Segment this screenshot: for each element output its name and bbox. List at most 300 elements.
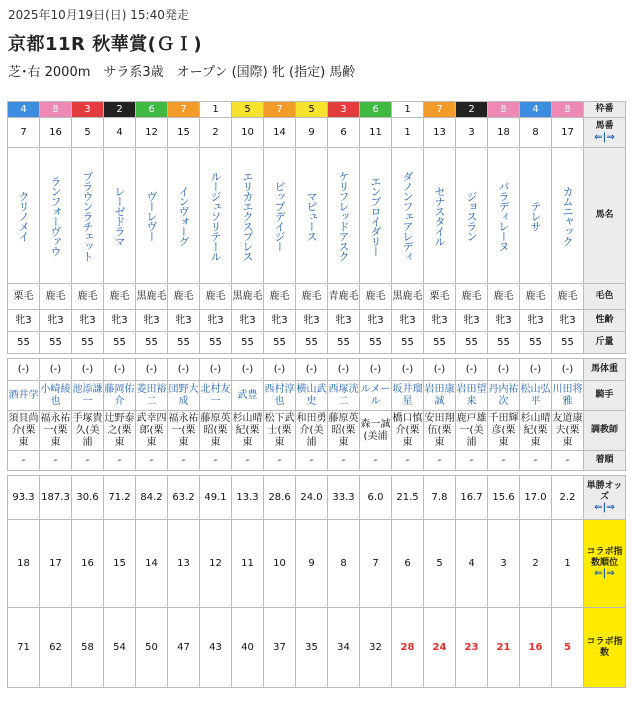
coat-cell-text: 鹿毛 xyxy=(173,290,194,302)
weight-cell xyxy=(424,332,456,354)
collab-score-cell xyxy=(232,608,264,688)
bodyweight-cell-text: (-) xyxy=(81,363,94,375)
horse-name[interactable] xyxy=(296,148,328,284)
collab-rank-cell-text: 14 xyxy=(145,557,158,569)
horse-name-text[interactable]: カムニャック xyxy=(561,185,574,246)
coat-cell xyxy=(552,284,584,310)
finish-header xyxy=(584,451,626,471)
finish-cell-text: - xyxy=(533,454,538,466)
umaban-cell-text: 3 xyxy=(468,126,475,138)
coat-header xyxy=(584,284,626,310)
sexage-cell xyxy=(552,310,584,332)
collab-rank-cell xyxy=(8,520,40,608)
horse-name[interactable] xyxy=(328,148,360,284)
weight-cell-text: 55 xyxy=(337,336,350,348)
waku-cell xyxy=(104,102,136,118)
waku-cell-text: 4 xyxy=(20,103,27,115)
horse-name[interactable] xyxy=(104,148,136,284)
sort-toggle[interactable]: ⇐|⇒ xyxy=(594,568,615,580)
horse-name[interactable] xyxy=(520,148,552,284)
waku-cell-text: 1 xyxy=(404,103,411,115)
finish-cell xyxy=(40,451,72,471)
coat-cell-text: 鹿毛 xyxy=(365,290,386,302)
jockey-link-text[interactable]: 坂井瑠星 xyxy=(392,383,423,407)
umaban-cell xyxy=(168,118,200,148)
odds-cell-text: 17.0 xyxy=(524,491,547,503)
jockey-link[interactable] xyxy=(72,381,104,411)
coat-cell xyxy=(360,284,392,310)
weight-cell xyxy=(168,332,200,354)
collab-rank-cell-text: 17 xyxy=(49,557,62,569)
row-label: 性齢 xyxy=(595,315,614,326)
jockey-link-text[interactable]: 丹内祐次 xyxy=(488,383,519,407)
umaban-cell-text: 7 xyxy=(20,126,27,138)
odds-cell xyxy=(232,476,264,520)
jockey-link-text[interactable]: ルメール xyxy=(360,383,391,407)
collab-rank-cell xyxy=(136,520,168,608)
odds-cell-text: 33.3 xyxy=(332,491,355,503)
finish-cell xyxy=(296,451,328,471)
bodyweight-cell-text: (-) xyxy=(273,363,286,375)
weight-cell-text: 55 xyxy=(81,336,94,348)
waku-header xyxy=(584,102,626,118)
umaban-cell xyxy=(392,118,424,148)
umaban-cell xyxy=(360,118,392,148)
finish-cell xyxy=(200,451,232,471)
row-label: 馬番 xyxy=(595,121,614,132)
race-datetime: 2025年10月19日(日) 15:40発走 xyxy=(8,8,189,22)
waku-cell-text: 3 xyxy=(340,103,347,115)
horse-name[interactable] xyxy=(264,148,296,284)
collab-score-cell-text: 23 xyxy=(464,641,479,653)
waku-cell xyxy=(520,102,552,118)
waku-cell xyxy=(136,102,168,118)
odds-header xyxy=(584,476,626,520)
trainer-cell xyxy=(520,411,552,451)
collab-rank-cell xyxy=(360,520,392,608)
jockey-link[interactable] xyxy=(40,381,72,411)
jockey-link[interactable] xyxy=(232,381,264,411)
weight-cell-text: 55 xyxy=(369,336,382,348)
jockey-link[interactable] xyxy=(360,381,392,411)
waku-cell xyxy=(8,102,40,118)
trainer-cell xyxy=(104,411,136,451)
collab-score-cell-text: 62 xyxy=(49,641,62,653)
collab-score-cell-text: 34 xyxy=(337,641,350,653)
collab-rank-cell-text: 18 xyxy=(17,557,30,569)
sexage-cell-text: 牝3 xyxy=(239,314,256,326)
collab-score-cell xyxy=(328,608,360,688)
horse-name-text[interactable]: パラディレーヌ xyxy=(497,180,510,251)
waku-cell xyxy=(488,102,520,118)
finish-cell-text: - xyxy=(277,454,282,466)
trainer-cell-text: 杉山晴紀(栗東 xyxy=(520,412,551,448)
waku-cell-text: 4 xyxy=(532,103,539,115)
horse-name[interactable] xyxy=(392,148,424,284)
umaban-cell-text: 2 xyxy=(212,126,219,138)
race-title: 京都11R 秋華賞(ＧＩ) xyxy=(8,34,203,55)
collab-rank-cell-text: 7 xyxy=(372,557,379,569)
odds-cell-text: 2.2 xyxy=(559,491,576,503)
finish-cell-text: - xyxy=(117,454,122,466)
horse-name-text[interactable]: セナスタイル xyxy=(433,185,446,246)
jockey-link[interactable] xyxy=(8,381,40,411)
horse-name[interactable] xyxy=(168,148,200,284)
horse-name[interactable] xyxy=(456,148,488,284)
trainer-cell xyxy=(72,411,104,451)
jockey-link-text[interactable]: 菱田裕二 xyxy=(136,383,167,407)
weight-cell-text: 55 xyxy=(273,336,286,348)
jockey-link[interactable] xyxy=(552,381,584,411)
trainer-cell-text: 森一誠(美浦 xyxy=(360,418,391,442)
odds-cell-text: 7.8 xyxy=(431,491,448,503)
bodyweight-cell-text: (-) xyxy=(113,363,126,375)
collab-score-cell xyxy=(168,608,200,688)
row-label: 単勝オッズ xyxy=(586,480,623,502)
odds-cell-text: 187.3 xyxy=(41,491,70,503)
trainer-cell-text: 福永祐一(栗東 xyxy=(40,412,71,448)
horse-name[interactable] xyxy=(72,148,104,284)
row-label: 騎手 xyxy=(595,390,614,401)
jockey-link[interactable] xyxy=(264,381,296,411)
weight-cell xyxy=(328,332,360,354)
jockey-link-text[interactable]: 酒井学 xyxy=(8,389,39,401)
sexage-cell-text: 牝3 xyxy=(271,314,288,326)
sexage-cell-text: 牝3 xyxy=(207,314,224,326)
horse-name[interactable] xyxy=(40,148,72,284)
trainer-cell-text: 手塚貴久(美浦 xyxy=(72,412,103,448)
bodyweight-cell xyxy=(72,359,104,381)
horse-name-text[interactable]: エンブロイダリー xyxy=(369,175,382,256)
collab-score-cell-text: 37 xyxy=(273,641,286,653)
jockey-link-text[interactable]: 松山弘平 xyxy=(520,383,551,407)
collab-score-cell-text: 50 xyxy=(145,641,158,653)
jockey-link[interactable] xyxy=(456,381,488,411)
sort-toggle[interactable]: ⇐|⇒ xyxy=(594,502,615,514)
collab-score-cell-text: 35 xyxy=(305,641,318,653)
jockey-link-text[interactable]: 川田将雅 xyxy=(552,383,583,407)
collab-score-cell-text: 16 xyxy=(528,641,543,653)
sexage-cell-text: 牝3 xyxy=(111,314,128,326)
horse-name-text[interactable]: ケリフレッドアスク xyxy=(337,170,350,261)
trainer-cell xyxy=(456,411,488,451)
sexage-cell xyxy=(296,310,328,332)
weight-cell xyxy=(200,332,232,354)
sexage-cell xyxy=(488,310,520,332)
waku-cell xyxy=(296,102,328,118)
horse-name-text[interactable]: ジョスラン xyxy=(465,190,478,241)
sexage-cell xyxy=(104,310,136,332)
jockey-link-text[interactable]: 池添謙一 xyxy=(72,383,103,407)
odds-cell xyxy=(424,476,456,520)
odds-cell-text: 21.5 xyxy=(396,491,419,503)
coat-cell xyxy=(456,284,488,310)
bodyweight-cell xyxy=(520,359,552,381)
odds-cell-text: 6.0 xyxy=(367,491,384,503)
odds-cell xyxy=(488,476,520,520)
weight-cell-text: 55 xyxy=(209,336,222,348)
umaban-cell-text: 6 xyxy=(340,126,347,138)
coat-cell xyxy=(40,284,72,310)
odds-cell xyxy=(200,476,232,520)
horse-name-text[interactable]: テレサ xyxy=(529,200,542,231)
trainer-cell-text: 福永祐一(栗東 xyxy=(168,412,199,448)
odds-cell xyxy=(8,476,40,520)
jockey-link[interactable] xyxy=(488,381,520,411)
collab-rank-cell xyxy=(456,520,488,608)
jockey-link[interactable] xyxy=(168,381,200,411)
trainer-cell-text: 杉山晴紀(栗東 xyxy=(232,412,263,448)
sexage-cell xyxy=(456,310,488,332)
collab-score-cell-text: 54 xyxy=(113,641,126,653)
odds-cell xyxy=(328,476,360,520)
row-label: 斤量 xyxy=(595,337,614,348)
horse-name-text[interactable]: クリノメイ xyxy=(17,190,30,241)
collab-rank-cell-text: 4 xyxy=(468,557,475,569)
odds-cell xyxy=(552,476,584,520)
collab-score-header xyxy=(584,608,626,688)
collab-rank-cell xyxy=(72,520,104,608)
horse-name[interactable] xyxy=(200,148,232,284)
sexage-cell xyxy=(72,310,104,332)
finish-cell-text: - xyxy=(373,454,378,466)
row-label: コラボ指数 xyxy=(586,636,623,658)
collab-rank-cell-text: 3 xyxy=(500,557,507,569)
bodyweight-cell xyxy=(264,359,296,381)
odds-cell xyxy=(136,476,168,520)
sexage-cell-text: 牝3 xyxy=(335,314,352,326)
coat-cell xyxy=(104,284,136,310)
collab-rank-cell-text: 10 xyxy=(273,557,286,569)
waku-cell-text: 5 xyxy=(308,103,315,115)
jockey-link[interactable] xyxy=(136,381,168,411)
collab-rank-cell xyxy=(392,520,424,608)
collab-score-cell xyxy=(456,608,488,688)
collab-score-cell-text: 32 xyxy=(369,641,382,653)
odds-cell-text: 24.0 xyxy=(300,491,323,503)
trainer-cell xyxy=(328,411,360,451)
odds-cell xyxy=(296,476,328,520)
coat-cell-text: 鹿毛 xyxy=(45,290,66,302)
sexage-cell-text: 牝3 xyxy=(431,314,448,326)
odds-cell-text: 13.3 xyxy=(236,491,259,503)
odds-cell-text: 15.6 xyxy=(492,491,515,503)
finish-cell xyxy=(520,451,552,471)
waku-cell xyxy=(168,102,200,118)
horse-name-text[interactable]: マピュース xyxy=(305,190,318,241)
weight-header xyxy=(584,332,626,354)
sexage-cell xyxy=(424,310,456,332)
jockey-link[interactable] xyxy=(424,381,456,411)
odds-cell-text: 30.6 xyxy=(76,491,99,503)
horse-name-text[interactable]: ランフォーヴァウ xyxy=(49,175,62,256)
weight-cell xyxy=(456,332,488,354)
horse-name[interactable] xyxy=(552,148,584,284)
horse-name-text[interactable]: エリカエクスプレス xyxy=(241,170,254,261)
horse-name[interactable] xyxy=(8,148,40,284)
bodyweight-cell-text: (-) xyxy=(497,363,510,375)
jockey-link[interactable] xyxy=(104,381,136,411)
horse-name-text[interactable]: ヴーレヴー xyxy=(145,190,158,241)
odds-cell xyxy=(264,476,296,520)
weight-cell-text: 55 xyxy=(113,336,126,348)
weight-cell xyxy=(72,332,104,354)
coat-cell-text: 鹿毛 xyxy=(301,290,322,302)
jockey-link-text[interactable]: 西塚洸二 xyxy=(328,383,359,407)
umaban-cell-text: 18 xyxy=(497,126,510,138)
collab-rank-cell xyxy=(328,520,360,608)
row-label: 着順 xyxy=(595,455,614,466)
trainer-cell xyxy=(552,411,584,451)
umaban-header xyxy=(584,118,626,148)
trainer-cell-text: 安田翔伍(栗東 xyxy=(424,412,455,448)
coat-cell xyxy=(72,284,104,310)
weight-cell-text: 55 xyxy=(465,336,478,348)
umaban-cell-text: 14 xyxy=(273,126,286,138)
bodyweight-cell xyxy=(40,359,72,381)
coat-cell-text: 鹿毛 xyxy=(557,290,578,302)
umaban-cell xyxy=(72,118,104,148)
collab-rank-cell xyxy=(232,520,264,608)
coat-cell-text: 鹿毛 xyxy=(109,290,130,302)
collab-rank-cell-text: 6 xyxy=(404,557,411,569)
bodyweight-cell-text: (-) xyxy=(145,363,158,375)
jockey-link-text[interactable]: 団野大成 xyxy=(168,383,199,407)
coat-cell xyxy=(136,284,168,310)
collab-score-cell xyxy=(264,608,296,688)
sexage-cell xyxy=(264,310,296,332)
umaban-cell-text: 4 xyxy=(116,126,123,138)
jockey-link-text[interactable]: 北村友一 xyxy=(200,383,231,407)
weight-cell xyxy=(360,332,392,354)
bodyweight-cell xyxy=(552,359,584,381)
race-conditions: 芝･右 2000m サラ系3歳 オープン (国際) 牝 (指定) 馬齢 xyxy=(8,65,356,80)
jockey-link[interactable] xyxy=(520,381,552,411)
collab-score-cell-text: 24 xyxy=(432,641,447,653)
horse-name[interactable] xyxy=(232,148,264,284)
weight-cell xyxy=(104,332,136,354)
odds-cell xyxy=(392,476,424,520)
horse-name-text[interactable]: レーゼドラマ xyxy=(113,185,126,246)
horse-name-text[interactable]: ブラウンラチェット xyxy=(81,170,94,261)
collab-rank-cell-text: 8 xyxy=(340,557,347,569)
coat-cell-text: 黒鹿毛 xyxy=(232,290,263,302)
umaban-cell xyxy=(296,118,328,148)
trainer-cell xyxy=(360,411,392,451)
horse-name[interactable] xyxy=(424,148,456,284)
sexage-cell xyxy=(360,310,392,332)
jockey-link[interactable] xyxy=(296,381,328,411)
sexage-cell-text: 牝3 xyxy=(527,314,544,326)
entry-table xyxy=(7,101,626,688)
collab-score-cell xyxy=(520,608,552,688)
coat-cell-text: 鹿毛 xyxy=(525,290,546,302)
trainer-cell xyxy=(392,411,424,451)
coat-cell xyxy=(8,284,40,310)
weight-cell xyxy=(488,332,520,354)
trainer-cell-text: 藤原英昭(栗東 xyxy=(328,412,359,448)
coat-cell xyxy=(168,284,200,310)
trainer-cell-text: 辻野泰之(栗東 xyxy=(104,412,135,448)
weight-cell-text: 55 xyxy=(177,336,190,348)
waku-cell xyxy=(360,102,392,118)
horse-name[interactable] xyxy=(136,148,168,284)
jockey-link[interactable] xyxy=(392,381,424,411)
trainer-cell xyxy=(168,411,200,451)
horse-name-text[interactable]: ルージュソリテール xyxy=(209,170,222,261)
trainer-cell xyxy=(8,411,40,451)
bodyweight-cell-text: (-) xyxy=(369,363,382,375)
waku-cell xyxy=(232,102,264,118)
finish-cell-text: - xyxy=(341,454,346,466)
jockey-link[interactable] xyxy=(328,381,360,411)
jockey-link-text[interactable]: 岩田康誠 xyxy=(424,383,455,407)
coat-cell-text: 青鹿毛 xyxy=(328,290,359,302)
collab-rank-header xyxy=(584,520,626,608)
collab-rank-cell xyxy=(520,520,552,608)
sexage-cell xyxy=(328,310,360,332)
waku-cell-text: 7 xyxy=(436,103,443,115)
horse-name-text[interactable]: インヴォーグ xyxy=(177,185,190,246)
weight-cell xyxy=(296,332,328,354)
coat-cell xyxy=(232,284,264,310)
trainer-cell-text: 松下武士(栗東 xyxy=(264,412,295,448)
waku-cell-text: 7 xyxy=(180,103,187,115)
sort-toggle[interactable]: ⇐|⇒ xyxy=(594,131,615,143)
umaban-cell xyxy=(264,118,296,148)
bodyweight-cell-text: (-) xyxy=(337,363,350,375)
horse-name-text[interactable]: ビップデイジー xyxy=(273,180,286,251)
jockey-link-text[interactable]: 小崎綾也 xyxy=(40,383,71,407)
finish-cell xyxy=(136,451,168,471)
waku-cell-text: 8 xyxy=(52,103,59,115)
horse-name[interactable] xyxy=(488,148,520,284)
finish-cell xyxy=(424,451,456,471)
odds-cell-text: 71.2 xyxy=(108,491,131,503)
jockey-link[interactable] xyxy=(200,381,232,411)
sexage-cell-text: 牝3 xyxy=(15,314,32,326)
coat-cell xyxy=(520,284,552,310)
finish-cell xyxy=(456,451,488,471)
horse-name-text[interactable]: ダノンフェアレディ xyxy=(401,170,414,261)
coat-cell-text: 鹿毛 xyxy=(205,290,226,302)
finish-cell xyxy=(8,451,40,471)
bodyweight-cell xyxy=(360,359,392,381)
coat-cell-text: 鹿毛 xyxy=(269,290,290,302)
jockey-link-text[interactable]: 西村淳也 xyxy=(264,383,295,407)
jockey-link-text[interactable]: 武豊 xyxy=(237,389,258,401)
sexage-cell xyxy=(40,310,72,332)
horse-name[interactable] xyxy=(360,148,392,284)
weight-cell-text: 55 xyxy=(241,336,254,348)
sexage-header xyxy=(584,310,626,332)
weight-cell-text: 55 xyxy=(145,336,158,348)
coat-cell-text: 鹿毛 xyxy=(461,290,482,302)
sexage-cell-text: 牝3 xyxy=(559,314,576,326)
jockey-link-text[interactable]: 藤岡佑介 xyxy=(104,383,135,407)
jockey-link-text[interactable]: 横山武史 xyxy=(296,383,327,407)
jockey-link-text[interactable]: 岩田望来 xyxy=(456,383,487,407)
finish-cell xyxy=(392,451,424,471)
bodyweight-cell xyxy=(296,359,328,381)
horse-name-header xyxy=(584,148,626,284)
trainer-cell xyxy=(136,411,168,451)
trainer-cell xyxy=(200,411,232,451)
finish-cell xyxy=(168,451,200,471)
waku-cell-text: 5 xyxy=(244,103,251,115)
coat-cell xyxy=(328,284,360,310)
bodyweight-cell-text: (-) xyxy=(529,363,542,375)
